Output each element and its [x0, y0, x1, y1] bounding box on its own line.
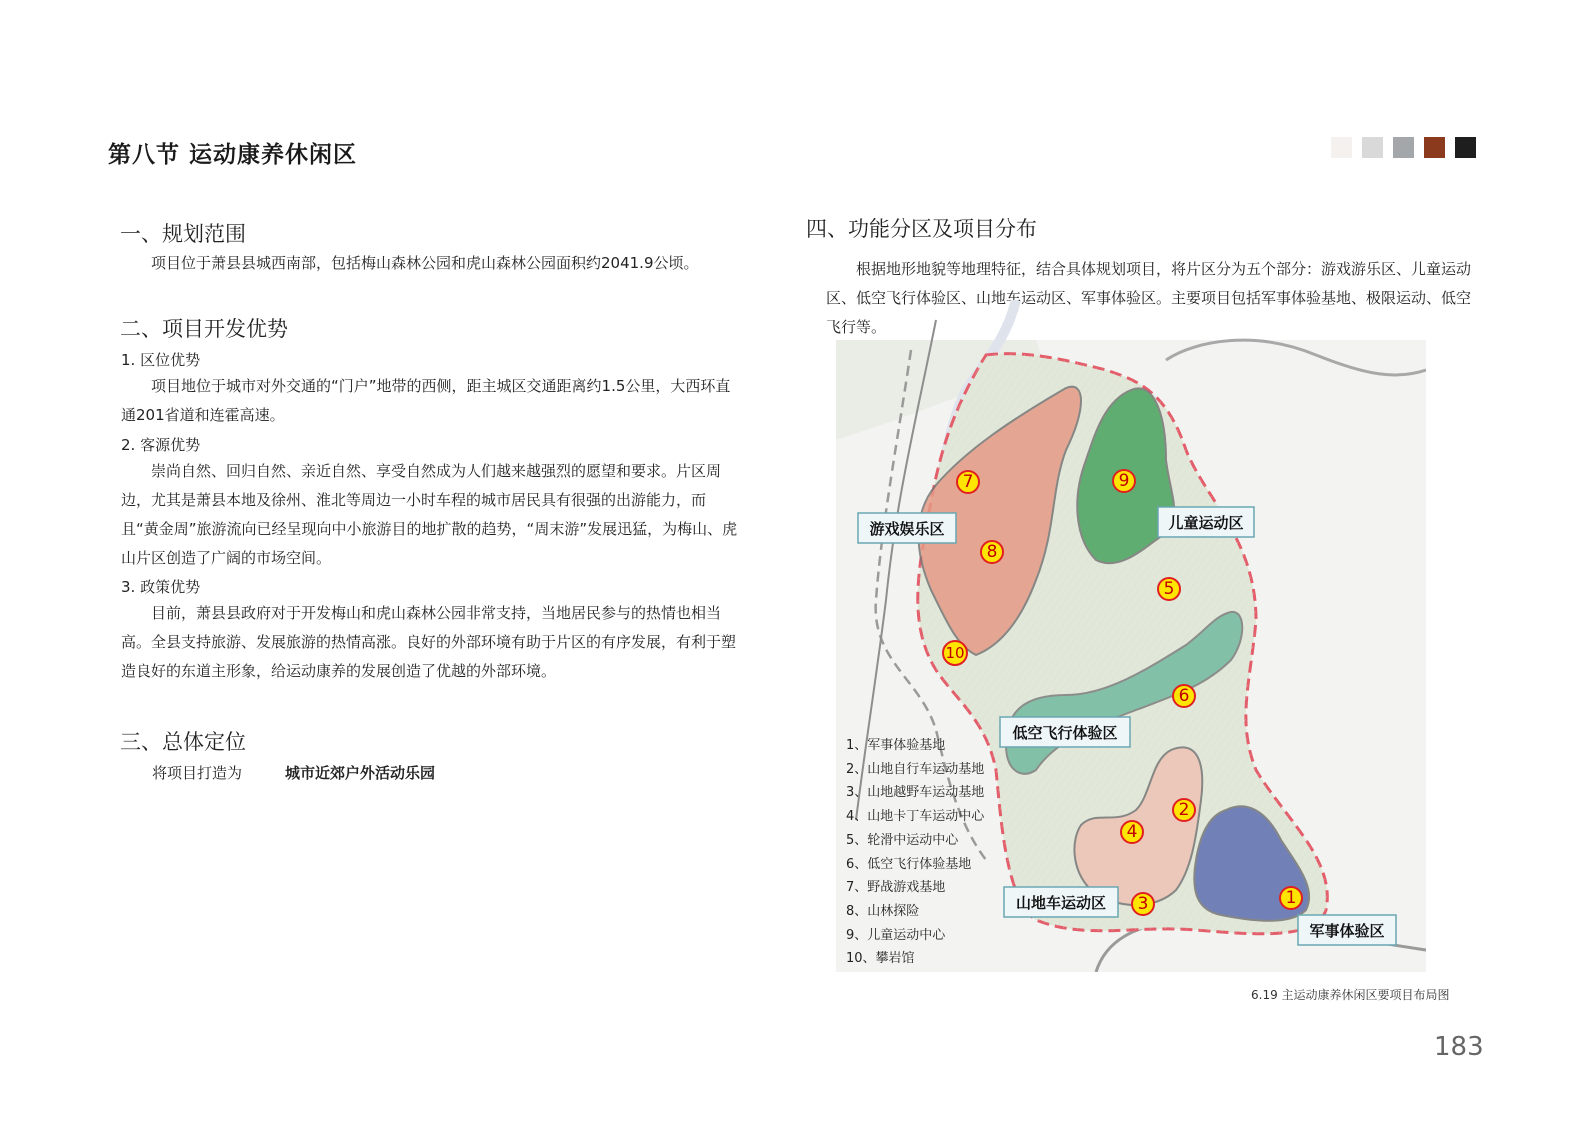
section-2-para-3: 目前，萧县县政府对于开发梅山和虎山森林公园非常支持，当地居民参与的热情也相当高。全县支持旅游、发展旅游的热情高涨。良好的外部环境有助于片区的有序发展，有利于塑造良好的东道主形象，给运动康养的发展创造了优越的外部环境。	[121, 604, 737, 680]
marker-6-label: 6	[1178, 686, 1190, 706]
section-2-heading: 二、项目开发优势	[120, 317, 288, 341]
section-1-heading: 一、规划范围	[120, 222, 246, 246]
marker-4	[1121, 821, 1143, 843]
marker-2	[1173, 799, 1195, 821]
marker-1-label: 1	[1285, 888, 1297, 908]
color-palette	[1331, 137, 1476, 158]
section-3-heading: 三、总体定位	[120, 730, 246, 754]
marker-9	[1113, 470, 1135, 492]
marker-4-label: 4	[1126, 822, 1138, 842]
palette-swatch-3	[1393, 137, 1414, 158]
zone-label-bike: 山地车运动区	[1015, 894, 1107, 912]
palette-swatch-5	[1455, 137, 1476, 158]
legend-item: 1、军事体验基地	[846, 738, 946, 753]
positioning-prefix: 将项目打造为	[152, 764, 243, 782]
legend-item: 3、山地越野车运动基地	[846, 785, 985, 801]
legend-item: 9、儿童运动中心	[846, 927, 946, 943]
legend-item: 5、轮滑中运动中心	[846, 832, 959, 848]
page-title: 第八节 运动康养休闲区	[108, 142, 358, 168]
legend-item: 6、低空飞行体验基地	[846, 856, 972, 872]
palette-swatch-1	[1331, 137, 1352, 158]
section-2-sub-1: 1. 区位优势	[121, 351, 201, 369]
marker-10	[943, 641, 967, 665]
section-2-sub-3: 3. 政策优势	[121, 578, 201, 596]
zone-label-game: 游戏娱乐区	[869, 520, 945, 538]
page-number: 183	[1434, 1032, 1484, 1062]
marker-8	[981, 541, 1003, 563]
section-2-sub-2: 2. 客源优势	[121, 436, 201, 454]
legend-item: 7、野战游戏基地	[846, 880, 946, 896]
legend-item: 8、山林探险	[846, 903, 920, 919]
marker-8-label: 8	[986, 542, 998, 562]
legend-item: 2、山地自行车运动基地	[846, 761, 985, 777]
marker-3	[1132, 893, 1154, 915]
legend-item: 10、攀岩馆	[846, 951, 915, 967]
legend-item: 4、山地卡丁车运动中心	[846, 809, 985, 825]
marker-6	[1173, 685, 1195, 707]
marker-10-label: 10	[945, 644, 965, 662]
marker-1	[1280, 887, 1302, 909]
zone-label-flight: 低空飞行体验区	[1012, 724, 1118, 742]
marker-5	[1158, 578, 1180, 600]
section-4-heading: 四、功能分区及项目分布	[806, 217, 1037, 241]
zone-label-kids: 儿童运动区	[1168, 514, 1244, 532]
map-legend	[846, 734, 984, 971]
section-2-para-2: 崇尚自然、回归自然、亲近自然、享受自然成为人们越来越强烈的愿望和要求。片区周边，尤其是萧县本地及徐州、淮北等周边一小时车程的城市居民具有很强的出游能力，而且“黄金周”旅游流向已经呈现向中小旅游目的地扩散的趋势，“周末游”发展迅猛，为梅山、虎山片区创造了广阔的市场空间。	[121, 462, 738, 567]
marker-2-label: 2	[1178, 800, 1190, 820]
figure-caption: 6.19 主运动康养休闲区要项目布局图	[1251, 988, 1450, 1002]
positioning-statement: 城市近郊户外活动乐园	[285, 764, 436, 782]
marker-7-label: 7	[962, 472, 974, 492]
palette-swatch-4	[1424, 137, 1445, 158]
zone-label-military: 军事体验区	[1309, 922, 1385, 940]
section-4-text: 根据地形地貌等地理特征，结合具体规划项目，将片区分为五个部分：游戏游乐区、儿童运动区、低空飞行体验区、山地车运动区、军事体验区。主要项目包括军事体验基地、极限运动、低空飞行等。	[826, 260, 1472, 336]
marker-5-label: 5	[1163, 579, 1175, 599]
section-2-para-1: 项目地位于城市对外交通的“门户”地带的西侧，距主城区交通距离约1.5公里，大西环直通201省道和连霍高速。	[121, 377, 731, 424]
marker-7	[957, 471, 979, 493]
section-1-text: 项目位于萧县县城西南部，包括梅山森林公园和虎山森林公园面积约2041.9公顷。	[151, 254, 699, 272]
marker-3-label: 3	[1137, 894, 1149, 914]
marker-9-label: 9	[1118, 471, 1130, 491]
palette-swatch-2	[1362, 137, 1383, 158]
